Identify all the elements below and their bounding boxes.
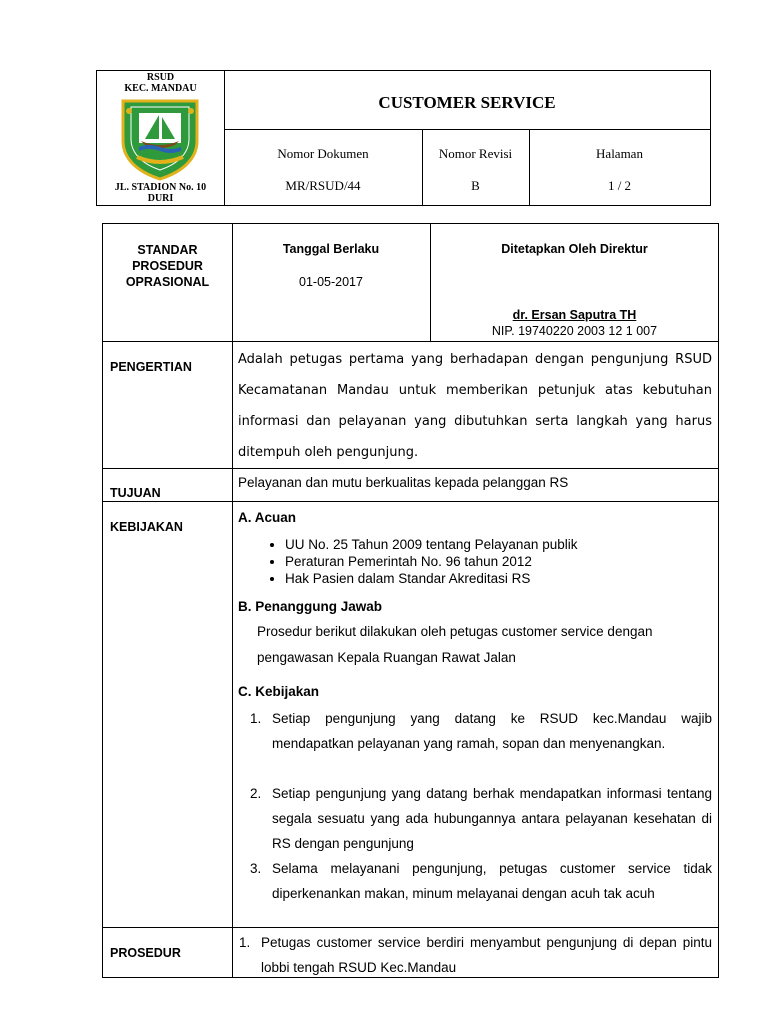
director-name: dr. Ersan Saputra TH — [512, 308, 637, 322]
address-line1: JL. STADION No. 10 — [114, 182, 207, 193]
org-name-line2: KEC. MANDAU — [124, 83, 197, 94]
effective-date-value: 01-05-2017 — [299, 275, 363, 289]
approved-by-label: Ditetapkan Oleh Direktur — [501, 242, 648, 256]
doc-number-cell — [224, 129, 423, 205]
tujuan-label: TUJUAN — [110, 486, 161, 500]
acuan-list — [263, 536, 577, 587]
sop-label-line1: STANDAR — [137, 243, 198, 257]
doc-number-label: Nomor Dokumen — [277, 146, 369, 161]
list-item: • Peraturan Pemerintah No. 96 tahun 2012 — [285, 553, 577, 570]
rsud-emblem-icon — [117, 95, 203, 181]
page-cell — [529, 129, 710, 205]
revision-label: Nomor Revisi — [438, 146, 513, 161]
kebijakan-heading: C. Kebijakan — [238, 684, 320, 699]
column-divider — [232, 224, 233, 977]
row-divider — [103, 341, 718, 342]
page-value: 1 / 2 — [607, 178, 632, 193]
logo-cell — [97, 71, 225, 205]
kebijakan-label: KEBIJAKAN — [110, 520, 183, 534]
sop-table — [102, 223, 719, 978]
list-number: 2. — [250, 786, 262, 801]
list-item — [239, 706, 712, 756]
penanggung-jawab-text: Prosedur berikut dilakukan oleh petugas customer service dengan pengawasan Kepala Ruangan Rawat Jalan — [257, 624, 653, 665]
list-text: Selama melayanani pengunjung, petugas customer service tidak diperkenankan makan, minum melayanai dengan acuh tak acuh — [272, 861, 712, 901]
revision-value: B — [471, 178, 480, 193]
address-line2: DURI — [147, 193, 174, 204]
list-text: Setiap pengunjung yang datang berhak mendapatkan informasi tentang segala sesuatu yang ada hubungannya antara pelayanan kesehatan di RS dengan pengunjung — [272, 786, 712, 851]
title-row — [224, 71, 710, 130]
sop-label-line2: PROSEDUR — [132, 259, 203, 273]
revision-cell — [422, 129, 530, 205]
prosedur-label: PROSEDUR — [110, 946, 181, 960]
list-item — [239, 930, 712, 980]
document-title: CUSTOMER SERVICE — [378, 93, 556, 112]
list-item — [239, 856, 712, 906]
director-nip: NIP. 19740220 2003 12 1 007 — [491, 324, 658, 338]
effective-date-label: Tanggal Berlaku — [282, 242, 380, 256]
pengertian-label: PENGERTIAN — [110, 360, 192, 374]
list-item — [239, 781, 712, 856]
list-number: 3. — [250, 861, 262, 876]
list-item: • UU No. 25 Tahun 2009 tentang Pelayanan publik — [285, 536, 577, 553]
list-text: Setiap pengunjung yang datang ke RSUD kec.Mandau wajib mendapatkan pelayanan yang ramah, sopan dan menyenangkan. — [272, 711, 712, 751]
acuan-heading: A. Acuan — [238, 510, 297, 525]
org-name-line1: RSUD — [146, 72, 175, 83]
row-divider — [103, 501, 718, 502]
row-divider — [103, 468, 718, 469]
row-divider — [103, 927, 718, 928]
list-text: Petugas customer service berdiri menyambut pengunjung di depan pintu lobbi tengah RSUD Kec.Mandau — [261, 935, 712, 975]
tujuan-text: Pelayanan dan mutu berkualitas kepada pelanggan RS — [238, 475, 569, 490]
penanggung-jawab-heading: B. Penanggung Jawab — [238, 599, 383, 614]
page-label: Halaman — [596, 146, 643, 161]
sop-label-line3: OPRASIONAL — [125, 275, 210, 289]
list-item: • Hak Pasien dalam Standar Akreditasi RS — [285, 570, 577, 587]
pengertian-text: Adalah petugas pertama yang berhadapan dengan pengunjung RSUD Kecamatanan Mandau untuk memberikan petunjuk atas kebutuhan informasi dan pelayanan yang dibutuhkan serta langkah yang harus ditempuh oleh pengunjung. — [238, 352, 712, 460]
document-header — [96, 70, 711, 206]
list-number: 1. — [250, 711, 262, 726]
sop-label — [103, 242, 232, 290]
list-number: 1. — [239, 935, 251, 950]
doc-number-value: MR/RSUD/44 — [285, 178, 361, 193]
